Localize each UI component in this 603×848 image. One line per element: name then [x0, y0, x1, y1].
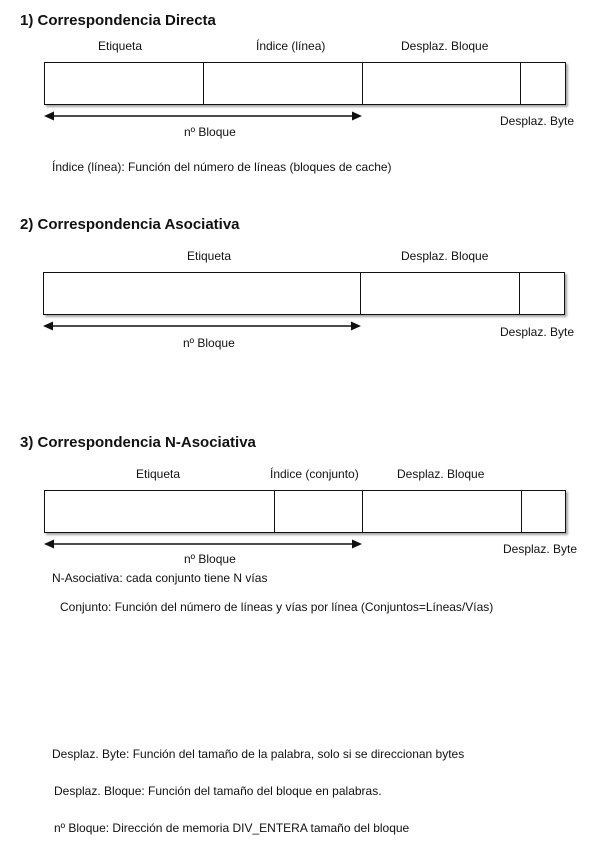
s3-label-desplaz-byte: Desplaz. Byte	[503, 542, 578, 556]
s3-note-vias: N-Asociativa: cada conjunto tiene N vías	[52, 571, 268, 585]
s2-block-arrow	[43, 320, 363, 334]
s1-label-bloque: nº Bloque	[184, 125, 236, 139]
s3-note-conjunto: Conjunto: Función del número de líneas y vías por línea (Conjuntos=Líneas/Vías)	[60, 600, 494, 614]
s2-address-box	[43, 272, 565, 315]
s3-label-desplaz-bloque: Desplaz. Bloque	[397, 467, 485, 481]
s3-divider	[521, 491, 522, 532]
section1-title: 1) Correspondencia Directa	[20, 12, 216, 29]
s3-label-indice: Índice (conjunto)	[270, 467, 359, 481]
s1-label-desplaz-byte: Desplaz. Byte	[500, 114, 575, 128]
s3-divider	[362, 491, 363, 532]
s1-block-arrow	[44, 110, 364, 124]
s2-label-desplaz-bloque: Desplaz. Bloque	[401, 249, 489, 263]
s3-block-arrow	[44, 538, 364, 552]
s3-divider	[274, 491, 275, 532]
section2-title: 2) Correspondencia Asociativa	[20, 216, 240, 233]
s3-label-bloque: nº Bloque	[184, 552, 236, 566]
s2-label-bloque: nº Bloque	[183, 336, 235, 350]
s1-label-desplaz-bloque: Desplaz. Bloque	[401, 39, 489, 53]
footer-desplaz-byte: Desplaz. Byte: Función del tamaño de la palabra, solo si se direccionan bytes	[52, 747, 465, 761]
s1-divider	[520, 63, 521, 104]
s2-label-etiqueta: Etiqueta	[187, 249, 232, 263]
s3-address-box	[44, 490, 566, 533]
s2-divider	[519, 273, 520, 314]
s1-divider	[362, 63, 363, 104]
section3-title: 3) Correspondencia N-Asociativa	[20, 434, 256, 451]
s2-label-desplaz-byte: Desplaz. Byte	[500, 325, 575, 339]
footer-desplaz-bloque: Desplaz. Bloque: Función del tamaño del bloque en palabras.	[54, 784, 382, 798]
s1-label-indice: Índice (línea)	[256, 39, 326, 53]
s2-divider	[360, 273, 361, 314]
s3-label-etiqueta: Etiqueta	[136, 467, 181, 481]
footer-bloque: nº Bloque: Dirección de memoria DIV_ENTERA tamaño del bloque	[54, 821, 410, 835]
s1-note: Índice (línea): Función del número de líneas (bloques de cache)	[52, 160, 392, 174]
s1-label-etiqueta: Etiqueta	[98, 39, 143, 53]
s1-address-box	[44, 62, 566, 105]
s1-divider	[203, 63, 204, 104]
